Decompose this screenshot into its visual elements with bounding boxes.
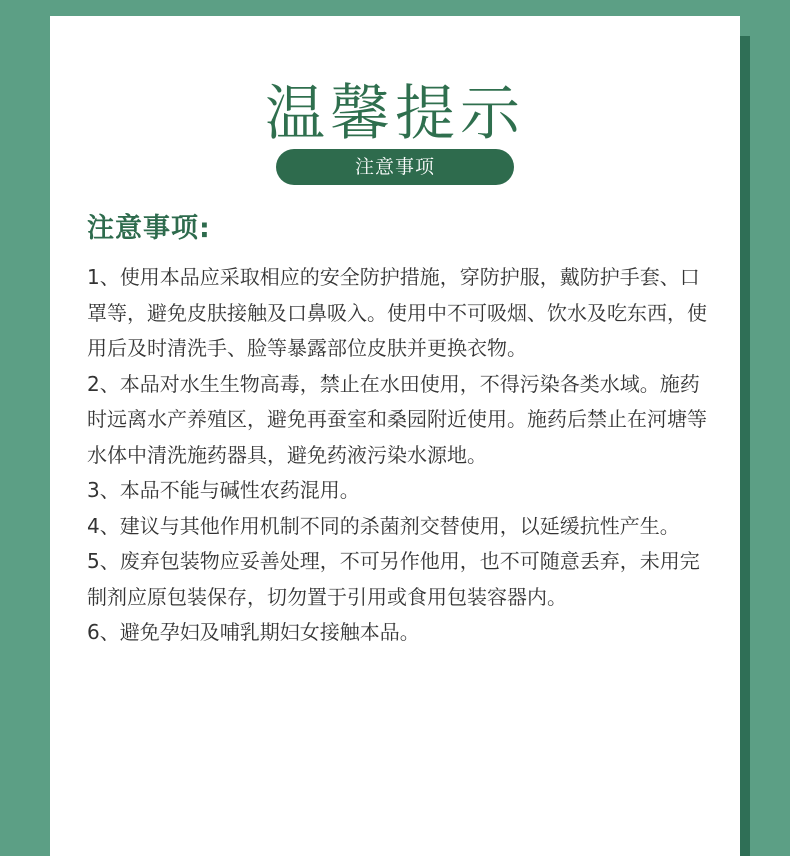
list-item: 6、避免孕妇及哺乳期妇女接触本品。 — [87, 620, 420, 644]
notice-list — [87, 260, 709, 651]
list-item: 1、使用本品应采取相应的安全防护措施，穿防护服，戴防护手套、口罩等，避免皮肤接触及口鼻吸入。使用中不可吸烟、饮水及吃东西，使用后及时清洗手、脸等暴露部位皮肤并更换衣物。 — [87, 265, 707, 360]
section-badge: 注意事项 — [276, 149, 514, 185]
page-title: 温馨提示 — [265, 79, 525, 149]
list-item: 2、本品对水生生物高毒，禁止在水田使用，不得污染各类水域。施药时远离水产养殖区，避免再蚕室和桑园附近使用。施药后禁止在河塘等水体中清洗施药器具，避免药液污染水源地。 — [87, 371, 707, 467]
notice-card — [50, 16, 740, 856]
list-item: 4、建议与其他作用机制不同的杀菌剂交替使用，以延缓抗性产生。 — [87, 513, 680, 538]
list-item: 5、废弃包装物应妥善处理，不可另作他用，也不可随意丢弃，未用完制剂应原包装保存，切勿置于引用或食用包装容器内。 — [87, 549, 700, 609]
list-item: 3、本品不能与碱性农药混用。 — [87, 478, 360, 502]
section-heading: 注意事项: — [87, 213, 211, 244]
